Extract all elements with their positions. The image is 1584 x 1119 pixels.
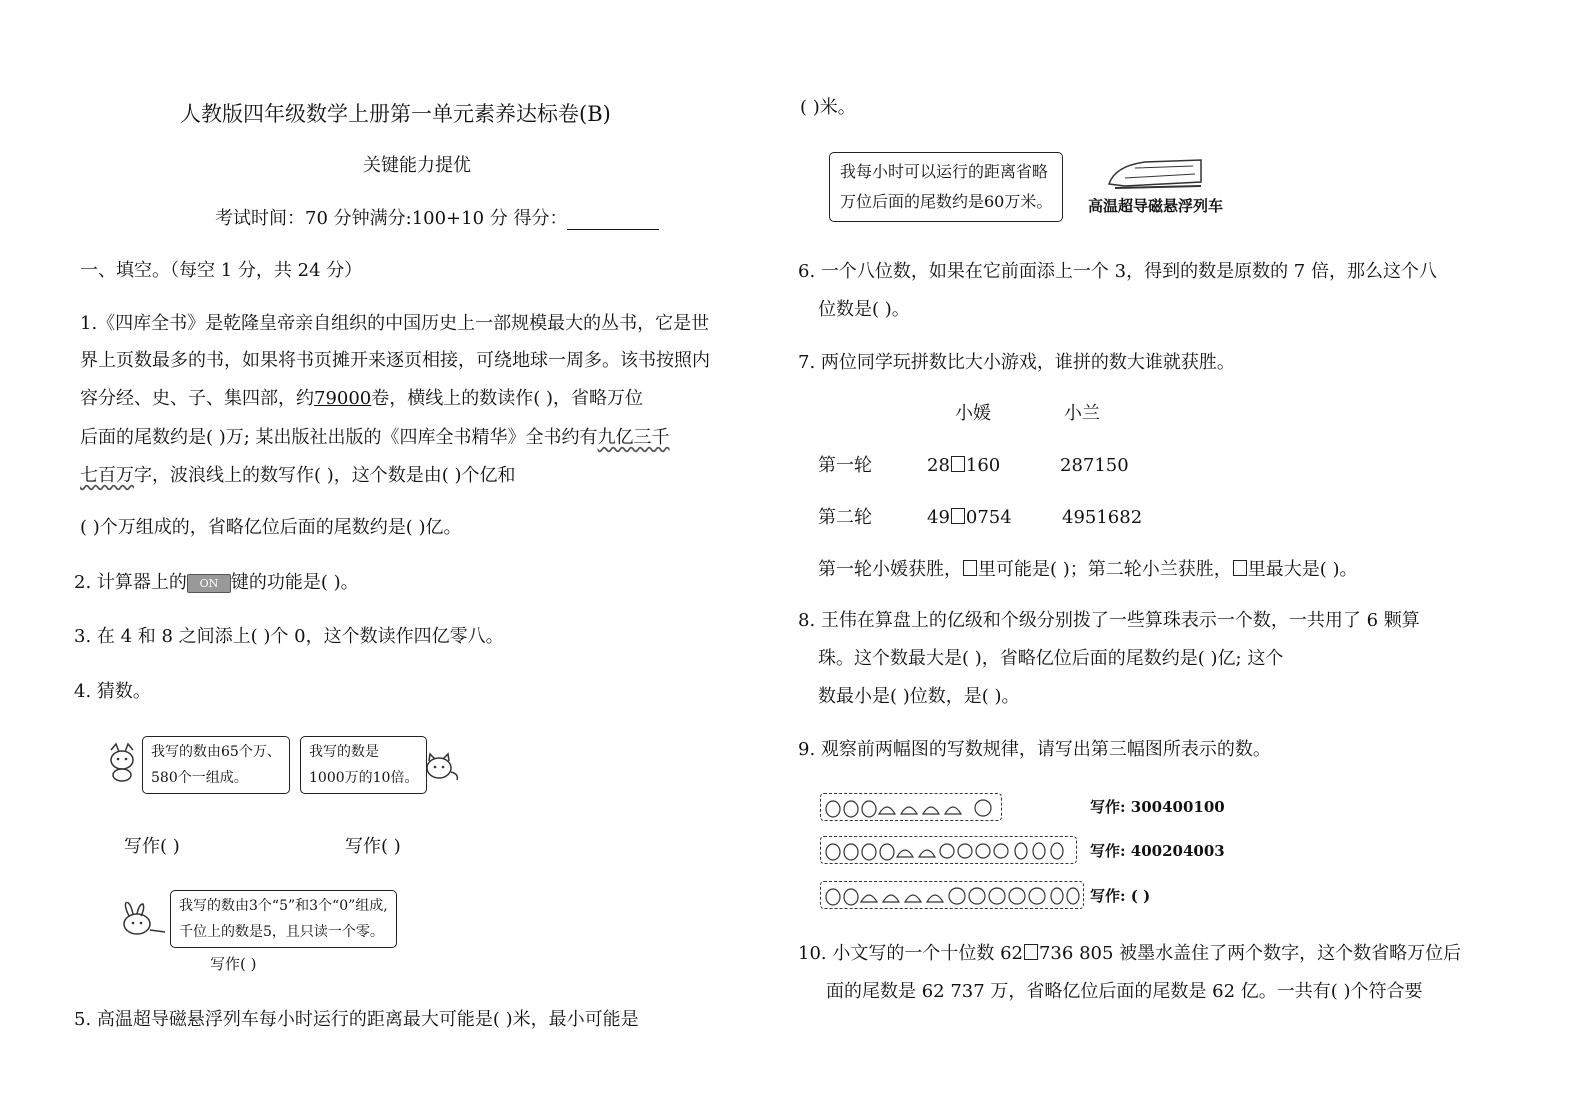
blank-box-icon: [1024, 944, 1038, 960]
q7-answer: [818, 559, 1358, 581]
q1-line3: [80, 388, 643, 410]
train-bubble-line2: 万位后面的尾数约是60万米。: [840, 192, 1053, 211]
q1-line5: [80, 465, 516, 487]
q4-write-3: 写作( ): [210, 955, 257, 973]
bubble1-line1: 我写的数由65个万、: [151, 744, 281, 760]
q10-text-a: 10. 小文写的一个十位数 62: [798, 943, 1023, 964]
train-label: 高温超导磁悬浮列车: [1088, 197, 1224, 215]
bubble1-line2: 580个一组成。: [151, 770, 248, 786]
blank-box-icon: [1233, 560, 1247, 576]
q7-col-xiaolan: 小兰: [1064, 403, 1100, 424]
q7-round2-a: [927, 507, 1012, 529]
fruit-figure-2: [820, 836, 1077, 864]
fruit-row-icon: [821, 882, 1081, 908]
q6-line2: 位数是( )。: [818, 299, 910, 320]
fig3-answer: 写作: ( ): [1090, 887, 1151, 905]
train-speech-bubble: [829, 152, 1063, 222]
q4-write-1: 写作( ): [124, 836, 180, 857]
q5-continued: ( )米。: [800, 97, 856, 118]
q1-wavy-text-2: 七百万: [80, 465, 134, 486]
q7-ans-c: 里最大是( )。: [1247, 559, 1358, 580]
bubble3-line1: 我写的数由3个“5”和3个“0”组成,: [179, 898, 388, 914]
fox-speech-bubble: [142, 736, 290, 794]
q2-text-a: 2. 计算器上的: [74, 572, 187, 593]
q6-line1: 6. 一个八位数，如果在它前面添上一个 3，得到的数是原数的 7 倍，那么这个八: [798, 261, 1437, 282]
exam-info-text: 考试时间：70 分钟满分:100+10 分 得分：: [215, 208, 568, 229]
q8-line3: 数最小是( )位数，是( )。: [818, 686, 1020, 707]
cat-speech-bubble: [300, 736, 427, 794]
q7-round1-label: 第一轮: [818, 455, 872, 476]
fruit-row-icon: [821, 837, 1074, 863]
q7-ans-b: 里可能是( )；第二轮小兰获胜，: [978, 559, 1232, 580]
q7-round1-a-pre: 28: [927, 455, 950, 476]
blank-box-icon: [963, 560, 977, 576]
fig1-answer: 写作: 300400100: [1090, 798, 1225, 816]
q7-col-xiaoyuan: 小媛: [955, 403, 991, 424]
fig2-answer: 写作: 400204003: [1090, 842, 1225, 860]
page-subtitle: 关键能力提优: [363, 155, 471, 176]
bubble2-line2: 1000万的10倍。: [309, 770, 419, 786]
q8-line2: 珠。这个数最大是( )，省略亿位后面的尾数约是( )亿; 这个: [818, 648, 1284, 669]
q1-line2: 界上页数最多的书，如果将书页摊开来逐页相接，可绕地球一周多。该书按照内: [80, 350, 710, 371]
on-key-icon: ON: [187, 574, 231, 593]
q3: 3. 在 4 和 8 之间添上( )个 0，这个数读作四亿零八。: [74, 626, 504, 647]
q5: 5. 高温超导磁悬浮列车每小时运行的距离最大可能是( )米，最小可能是: [74, 1009, 639, 1030]
fruit-row-icon: [821, 794, 999, 820]
q1-underlined-number: 79000: [314, 388, 372, 409]
q2: [74, 572, 359, 594]
bubble3-line2: 千位上的数是5，且只读一个零。: [179, 924, 384, 940]
q10-line2: 面的尾数是 62 737 万，省略亿位后面的尾数是 62 亿。一共有( )个符合要: [826, 981, 1423, 1002]
q8-line1: 8. 王伟在算盘上的亿级和个级分别拨了一些算珠表示一个数，一共用了 6 颗算: [798, 610, 1420, 631]
q4-write-2: 写作( ): [345, 836, 401, 857]
q10-text-b: 736 805 被墨水盖住了两个数字，这个数省略万位后: [1038, 943, 1462, 964]
q10-line1: [798, 943, 1461, 965]
q2-text-b: 键的功能是( )。: [230, 572, 359, 593]
q1-line4: [80, 427, 670, 449]
cat-icon: [421, 752, 461, 784]
train-bubble-line1: 我每小时可以运行的距离省略: [840, 162, 1049, 181]
q7-round2-a-pre: 49: [927, 507, 950, 528]
rabbit-speech-bubble: [170, 890, 397, 948]
exam-info: [215, 208, 659, 230]
page-title: 人教版四年级数学上册第一单元素养达标卷(B): [180, 102, 611, 126]
q9: 9. 观察前两幅图的写数规律，请写出第三幅图所表示的数。: [798, 739, 1271, 760]
blank-box-icon: [951, 508, 965, 524]
q7-round1-a-post: 160: [965, 455, 1001, 476]
q7: 7. 两位同学玩拼数比大小游戏，谁拼的数大谁就获胜。: [798, 352, 1235, 373]
q7-round1-b: 287150: [1060, 455, 1129, 476]
q7-ans-a: 第一轮小媛获胜，: [818, 559, 962, 580]
q1-line3-a: 容分经、史、子、集四部，约: [80, 388, 314, 409]
fruit-figure-3: [820, 881, 1084, 909]
fox-icon: [105, 742, 139, 782]
q1-wavy-text-1: 九亿三千: [597, 427, 670, 448]
q7-round2-label: 第二轮: [818, 507, 872, 528]
bubble2-line1: 我写的数是: [309, 744, 379, 760]
score-blank[interactable]: [567, 211, 659, 230]
q7-round1-a: [927, 455, 1000, 477]
q1-line5-b: 字，波浪线上的数写作( )，这个数是由( )个亿和: [134, 465, 516, 486]
q7-round2-b: 4951682: [1062, 507, 1143, 528]
q1-line3-b: 卷，横线上的数读作( )，省略万位: [371, 388, 644, 409]
blank-box-icon: [951, 456, 965, 472]
rabbit-icon: [115, 902, 167, 938]
q1-line1: 1.《四库全书》是乾隆皇帝亲自组织的中国历史上一部规模最大的丛书，它是世: [80, 313, 710, 334]
fruit-figure-1: [820, 793, 1002, 821]
q1-line6: ( )个万组成的，省略亿位后面的尾数约是( )亿。: [80, 517, 462, 538]
maglev-train-icon: [1105, 154, 1205, 192]
section-heading: 一、填空。（每空 1 分，共 24 分）: [80, 260, 363, 281]
q7-round2-a-post: 0754: [965, 507, 1012, 528]
q1-line4-a: 后面的尾数约是( )万; 某出版社出版的《四库全书精华》全书约有: [80, 427, 598, 448]
q4: 4. 猜数。: [74, 681, 151, 702]
